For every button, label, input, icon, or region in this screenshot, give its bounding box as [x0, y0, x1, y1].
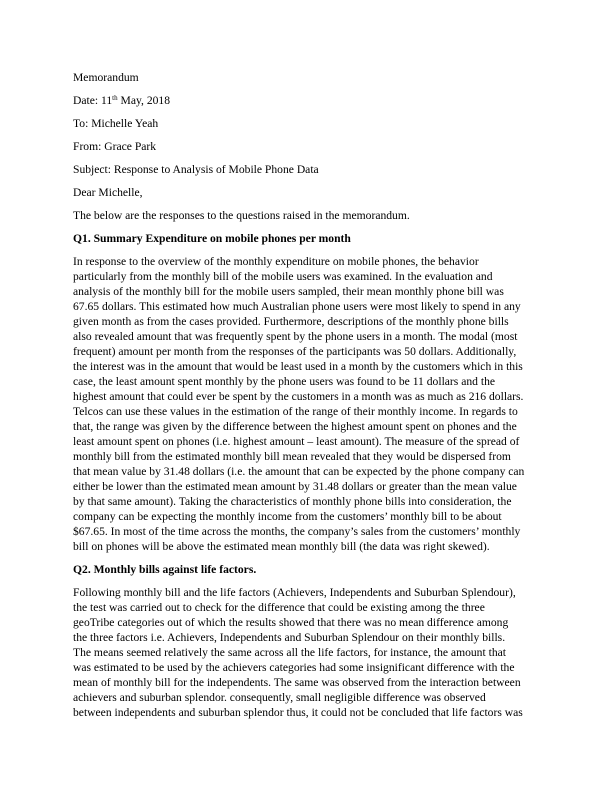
paragraph-line: In response to the overview of the monthly expenditure on mobile phones, the behavior — [73, 255, 479, 268]
paragraph-line: by that same amount). Taking the characteristics of monthly phone bills into consideration, the — [73, 495, 512, 508]
memo-title: Memorandum — [73, 71, 139, 84]
memo-subject: Subject: Response to Analysis of Mobile Phone Data — [73, 163, 319, 176]
paragraph-line: also revealed amount that was frequently spent by the phone users in a month. The modal (most — [73, 330, 518, 343]
paragraph-line: case, the least amount spent monthly by the phone users was found to be 11 dollars and the — [73, 375, 496, 388]
memo-date — [73, 93, 542, 108]
paragraph-line: that, the range was given by the difference between the highest amount spent on phones and the — [73, 420, 517, 433]
paragraph-line: given month as from the cases provided. Furthermore, descriptions of the monthly phone bills — [73, 315, 509, 328]
paragraph-line: analysis of the monthly bill for the mobile users sampled, their mean monthly phone bill was — [73, 285, 504, 298]
paragraph-line: the test was carried out to check for the difference that could be existing among the three — [73, 601, 485, 614]
paragraph-line: least amount spent on phones (i.e. highest amount – least amount). The measure of the spread of — [73, 435, 520, 448]
paragraph-line: the three factors i.e. Achievers, Independents and Suburban Splendour on their monthly bills. — [73, 631, 506, 644]
memo-intro: The below are the responses to the questions raised in the memorandum. — [73, 209, 410, 222]
paragraph-line: that mean value by 31.48 dollars (i.e. the amount that can be expected by the phone company can — [73, 465, 525, 478]
memo-date-sup: th — [112, 94, 118, 102]
paragraph-line: 67.65 dollars. This estimated how much Australian phone users were most likely to spend in any — [73, 300, 521, 313]
paragraph-line: achievers and suburban splendor. consequently, small negligible difference was observed — [73, 691, 486, 704]
memo-to: To: Michelle Yeah — [73, 117, 159, 130]
paragraph-line: Telcos can use these values in the estimation of the range of their monthly income. In regards to — [73, 405, 518, 418]
paragraph-line: was estimated to be used by the achievers categories had some insignificant difference with the — [73, 661, 515, 674]
section-q1 — [73, 231, 542, 554]
paragraph-line: Following monthly bill and the life factors (Achievers, Independents and Suburban Splendour), — [73, 586, 516, 599]
paragraph-line: particularly from the monthly bill of the mobile users was examined. In the evaluation and — [73, 270, 493, 283]
paragraph-line: the interest was in the amount that would be least used in a month by the customers which in this — [73, 360, 523, 373]
paragraph-line: The means seemed relatively the same across all the life factors, for instance, the amount that — [73, 646, 506, 659]
paragraph-line: frequent) amount per month from the responses of the participants was 50 dollars. Additionally, — [73, 345, 517, 358]
section-heading: Q1. Summary Expenditure on mobile phones per month — [73, 232, 351, 245]
paragraph-line: monthly bill from the estimated monthly bill mean revealed that they would be dispersed from — [73, 450, 511, 463]
paragraph-line: highest amount that could ever be spent by the customers in a month was as much as 216 dollars. — [73, 390, 524, 403]
memo-salutation: Dear Michelle, — [73, 186, 143, 199]
paragraph-line: company can be expecting the monthly income from the customers’ monthly bill to be about — [73, 510, 502, 523]
paragraph-line: mean of monthly bill for the independents. The same was observed from the interaction between — [73, 676, 521, 689]
section-paragraph — [73, 585, 542, 720]
memo-date-suffix: May, 2018 — [117, 94, 171, 107]
paragraph-line: bill on phones will be above the estimated mean monthly bill (the data was right skewed). — [73, 540, 490, 553]
paragraph-line: either be lower than the estimated mean amount by 31.48 dollars or greater than the mean value — [73, 480, 517, 493]
memo-from: From: Grace Park — [73, 140, 157, 153]
section-q2 — [73, 562, 542, 720]
paragraph-line: geoTribe categories out of which the results showed that there was no mean difference among — [73, 616, 509, 629]
section-heading: Q2. Monthly bills against life factors. — [73, 563, 257, 576]
section-paragraph — [73, 254, 542, 554]
paragraph-line: $67.65. In most of the time across the months, the company’s sales from the customers’ monthly — [73, 525, 521, 538]
memo-date-prefix: Date: 11 — [73, 94, 113, 107]
paragraph-line: between independents and suburban splendor thus, it could not be concluded that life factors was — [73, 706, 523, 719]
